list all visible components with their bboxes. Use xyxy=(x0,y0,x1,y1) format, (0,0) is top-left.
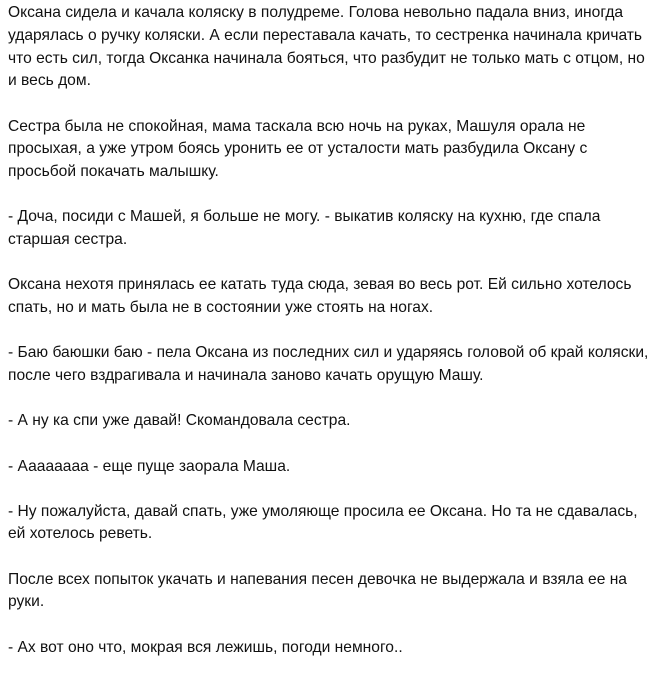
paragraph-3: - Доча, посиди с Машей, я больше не могу. - выкатив коляску на кухню, где спала старшая сестра. xyxy=(8,208,601,249)
paragraph-6: - А ну ка спи уже давай! Скомандовала сестра. xyxy=(8,412,351,430)
paragraph-10: - Ах вот оно что, мокрая вся лежишь, погоди немного.. xyxy=(8,638,403,656)
paragraph-4: Оксана нехотя принялась ее катать туда сюда, зевая во весь рот. Ей сильно хотелось спать, но и мать была не в состоянии уже стоять на ногах. xyxy=(8,276,632,317)
paragraph-2: Сестра была не спокойная, мама таскала всю ночь на руках, Машуля орала не просыхая, а уже утром боясь уронить ее от усталости мать разбудила Оксану с просьбой покачать малышку. xyxy=(8,117,588,181)
paragraph-1: Оксана сидела и качала коляску в полудреме. Голова невольно падала вниз, иногда ударялась о ручку коляски. А если переставала качать, то сестренка начинала кричать что есть сил, тогда Оксанка начинала бояться, что разбудит не только мать с отцом, но и весь дом. xyxy=(8,4,645,90)
paragraph-9: После всех попыток укачать и напевания песен девочка не выдержала и взяла ее на руки. xyxy=(8,570,627,611)
paragraph-7: - Аааааааа - еще пуще заорала Маша. xyxy=(8,457,291,475)
paragraph-8: - Ну пожалуйста, давай спать, уже умоляюще просила ее Оксана. Но та не сдавалась, ей хотелось реветь. xyxy=(8,502,638,543)
paragraph-5: - Баю баюшки баю - пела Оксана из последних сил и ударяясь головой об край коляски, после чего вздрагивала и начинала заново качать орущую Машу. xyxy=(8,344,649,385)
